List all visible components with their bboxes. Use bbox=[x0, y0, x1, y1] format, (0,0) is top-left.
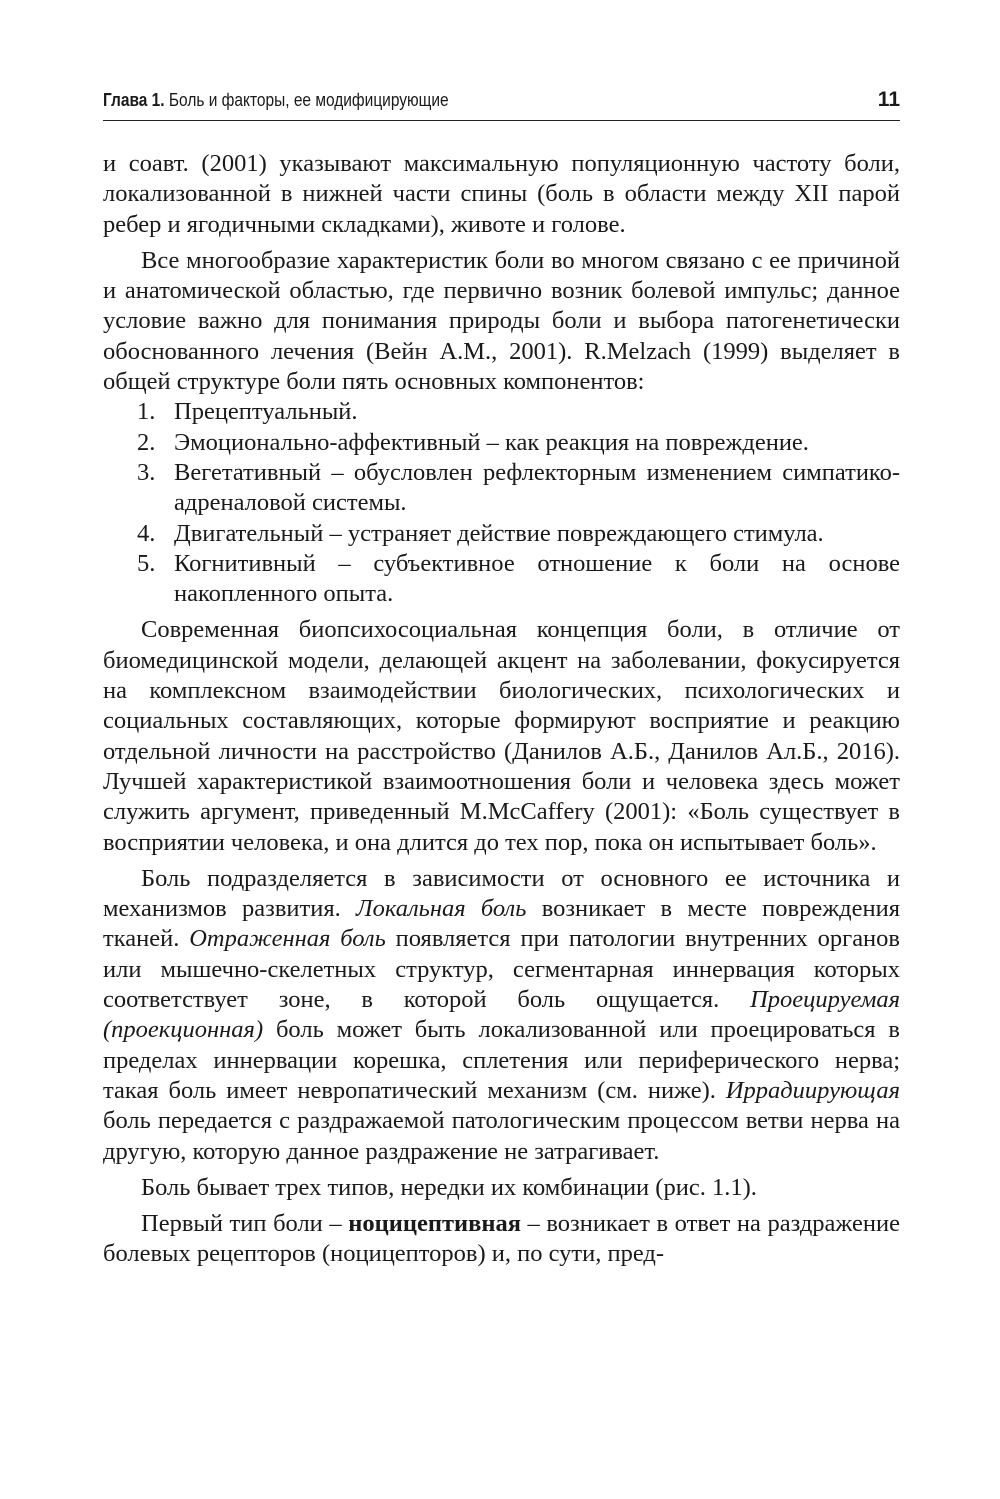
list-number: 4. bbox=[137, 519, 156, 547]
list-item bbox=[103, 428, 900, 458]
list-item bbox=[103, 549, 900, 610]
term-local-pain: Локальная боль bbox=[356, 895, 527, 923]
paragraph-6 bbox=[103, 1209, 900, 1270]
running-header bbox=[103, 84, 900, 121]
term-nociceptive: ноцицептивная bbox=[348, 1210, 521, 1238]
paragraph-2: Все многообразие характеристик боли во многом связано с ее причиной и анатомической областью, где первично возник болевой импульс; данное условие важно для понимания природы боли и выбора патогенетически обоснованного лечения (Вейн А.М., 2001). R.Melzach (1999) выделяет в общей структуре боли пять основных компонентов: bbox=[103, 246, 900, 396]
chapter-label: Глава 1. bbox=[103, 90, 165, 110]
p6-text-2: – возникает в ответ на раздражение болевых рецепторов (ноцицепторов) и, по сути, пред- bbox=[103, 1210, 900, 1268]
list-number: 2. bbox=[137, 428, 156, 456]
chapter-title bbox=[103, 90, 449, 111]
p4-text-4: боль может быть локализованной или проецироваться в пределах иннервации корешка, сплетения или периферического нерва; такая боль имеет невропатический механизм (см. ниже). bbox=[103, 1016, 900, 1104]
p4-text-1: Боль подразделяется в зависимости от основного ее источника и механизмов развития. bbox=[103, 864, 900, 923]
list-number: 3. bbox=[137, 458, 156, 486]
page-number: 11 bbox=[877, 88, 900, 111]
list-text: Вегетативный – обусловлен рефлекторным изменением симпатико-адреналовой системы. bbox=[174, 458, 900, 517]
list-text: Прецептуальный. bbox=[174, 398, 358, 426]
list-number: 1. bbox=[137, 398, 156, 426]
paragraph-1: и соавт. (2001) указывают максимальную популяционную частоту боли, локализованной в нижней части спины (боль в области между XII парой ребер и ягодичными складками), животе и голове. bbox=[103, 150, 900, 238]
list-text: Эмоционально-аффективный – как реакция на повреждение. bbox=[174, 428, 809, 456]
chapter-name: Боль и факторы, ее модифицирующие bbox=[168, 90, 449, 110]
p4-text-5: боль передается с раздражаемой патологическим процессом ветви нерва на другую, которую данное раздражение не затрагивает. bbox=[103, 1107, 900, 1165]
body-text bbox=[103, 149, 900, 1276]
list-text: Когнитивный – субъективное отношение к боли на основе накопленного опыта. bbox=[174, 549, 900, 608]
term-radiating-pain: Иррадиирующая bbox=[725, 1076, 900, 1104]
list-item bbox=[103, 458, 900, 519]
p4-text-2: возникает в месте повреждения тканей. bbox=[103, 895, 900, 953]
paragraph-3: Современная биопсихосоциальная концепция боли, в отличие от биомедицинской модели, делающей акцент на заболевании, фокусируется на комплексном взаимодействии биологических, психологических и социальных составляющих, которые формируют восприятие и реакцию отдельной личности на расстройство (Данилов А.Б., Данилов Ал.Б., 2016). Лучшей характеристикой взаимоотношения боли и человека здесь может служить аргумент, приведенный M.McCaffery (2001): «Боль существует в восприятии человека, и она длится до тех пор, пока он испытывает боль». bbox=[103, 616, 900, 856]
list-item bbox=[103, 519, 900, 549]
p6-text-1: Первый тип боли – bbox=[141, 1210, 349, 1238]
paragraph-4 bbox=[103, 864, 900, 1167]
list-text: Двигательный – устраняет действие повреждающего стимула. bbox=[174, 519, 824, 547]
components-list bbox=[103, 397, 900, 609]
paragraph-5: Боль бывает трех типов, нередки их комбинации (рис. 1.1). bbox=[141, 1173, 757, 1201]
term-projected-pain: Проецируемая (проекционная) bbox=[103, 986, 900, 1044]
p4-text-3: появляется при патологии внутренних органов или мышечно-скелетных структур, сегментарная иннервация которых соответствует зоне, в которой боль ощущается. bbox=[103, 925, 900, 1014]
list-number: 5. bbox=[137, 549, 156, 577]
list-item bbox=[103, 397, 900, 427]
term-referred-pain: Отраженная боль bbox=[189, 925, 386, 953]
